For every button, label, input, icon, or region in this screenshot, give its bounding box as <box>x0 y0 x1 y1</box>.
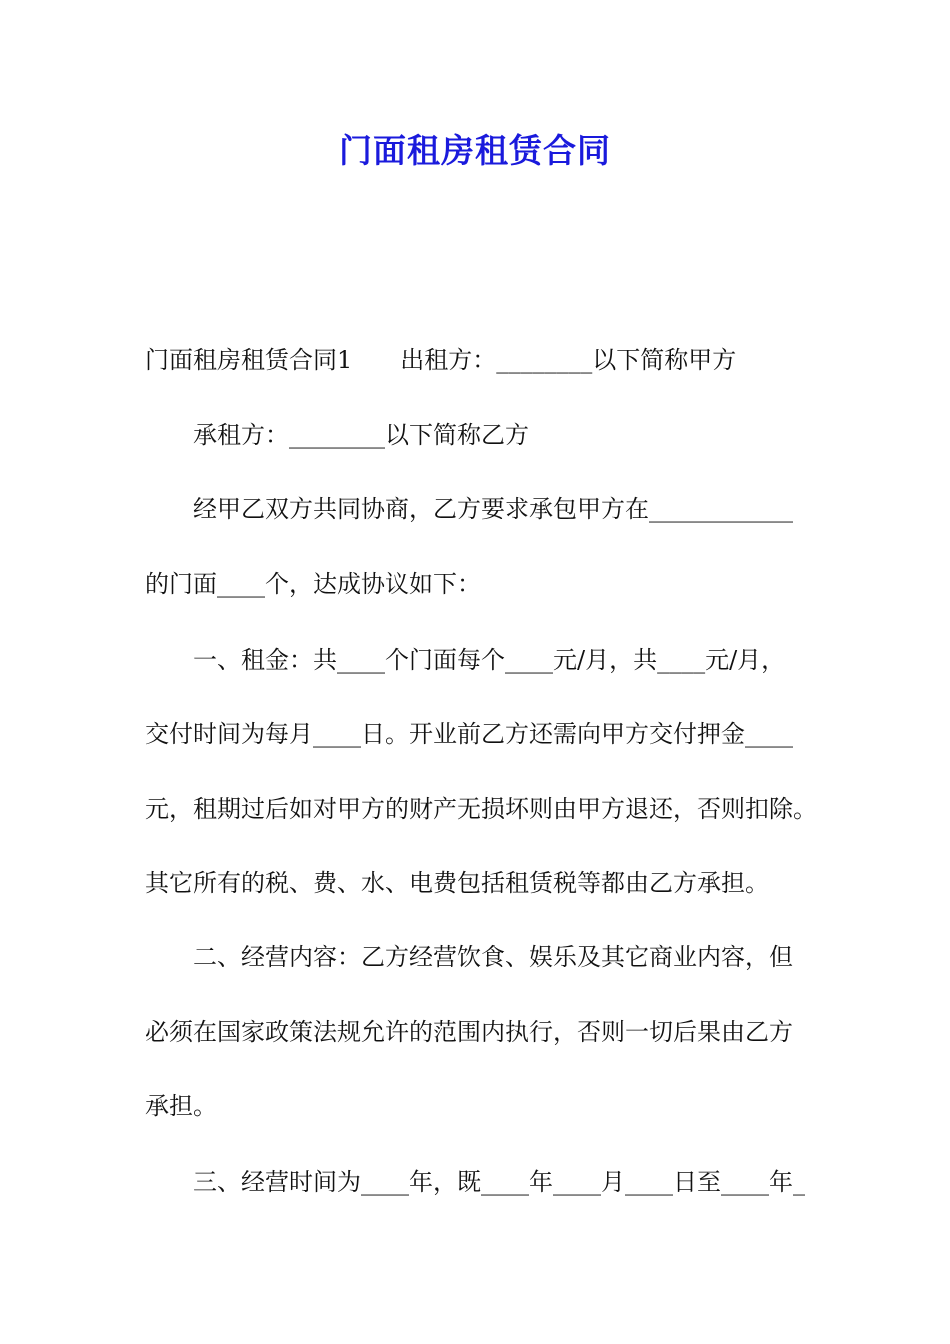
line-7: 元，租期过后如对甲方的财产无损坏则由甲方退还，否则扣除。 <box>145 795 817 823</box>
line-3: 经甲乙双方共同协商，乙方要求承包甲方在____________ <box>193 495 793 523</box>
line-6: 交付时间为每月____日。开业前乙方还需向甲方交付押金____ <box>145 720 793 748</box>
document-title: 门面租房租赁合同 <box>339 131 611 170</box>
line-9: 二、经营内容：乙方经营饮食、娱乐及其它商业内容，但 <box>193 943 793 971</box>
line-11: 承担。 <box>145 1092 217 1120</box>
line-12: 三、经营时间为____年，既____年____月____日至____年_ <box>193 1168 805 1196</box>
line-5: 一、租金：共____个门面每个____元/月，共____元/月， <box>193 646 786 674</box>
line-2: 承租方：________以下简称乙方 <box>193 421 529 449</box>
line-1: 门面租房租赁合同1 出租方：________以下简称甲方 <box>145 346 737 374</box>
line-10: 必须在国家政策法规允许的范围内执行，否则一切后果由乙方 <box>145 1018 793 1046</box>
line-4: 的门面____个，达成协议如下： <box>145 570 481 598</box>
line-8: 其它所有的税、费、水、电费包括租赁税等都由乙方承担。 <box>145 869 769 897</box>
